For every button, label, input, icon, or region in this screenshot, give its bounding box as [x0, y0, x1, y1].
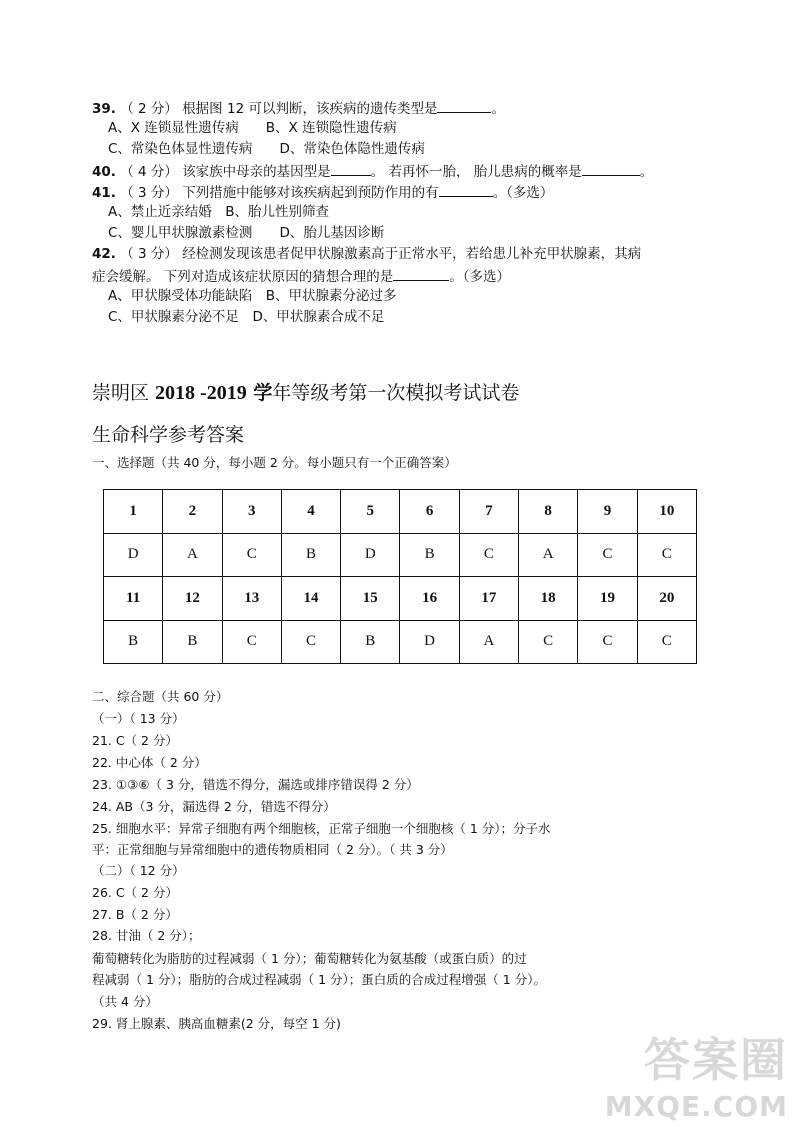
title-years: 2018 -2019	[155, 382, 247, 404]
q39-tail: 。	[491, 101, 505, 117]
answer-cell: D	[104, 533, 163, 577]
q41-options-ab	[108, 203, 329, 221]
section-2-line: （二）（ 12 分）	[92, 863, 185, 878]
question-number-cell: 1	[104, 490, 163, 534]
q40-blank-2	[582, 161, 640, 176]
answer-cell: A	[519, 533, 578, 577]
section-2-line: 程减弱（ 1 分）；脂肪的合成过程减弱（ 1 分）；蛋白质的合成过程增强（ 1 分）。	[92, 972, 546, 987]
question-number-cell: 9	[578, 490, 637, 534]
question-number-cell: 15	[341, 577, 400, 621]
q42-number: 42.	[92, 246, 116, 262]
q40-points: （ 4 分）	[120, 164, 178, 180]
question-number-cell: 12	[163, 577, 222, 621]
question-number-cell: 10	[637, 490, 696, 534]
answer-key-title	[92, 378, 519, 405]
q41-blank	[439, 182, 493, 197]
question-number-cell: 19	[578, 577, 637, 621]
q41-stem	[92, 182, 553, 202]
q39-option-a: A、X 连锁显性遗传病	[108, 120, 239, 136]
q39-option-c: C、常染色体显性遗传病	[108, 141, 253, 157]
question-number-cell: 18	[519, 577, 578, 621]
answer-table-answer-row-1	[104, 533, 697, 577]
watermark-url: MXQE.COM	[604, 1090, 788, 1123]
q42-blank	[393, 266, 449, 281]
q39-blank	[437, 98, 491, 113]
title-exam-name: 年等级考第一次模拟考试试卷	[272, 382, 520, 404]
answer-cell: B	[400, 533, 459, 577]
q39-option-d: D、常染色体隐性遗传病	[279, 141, 425, 157]
q42-option-d: D、甲状腺素合成不足	[252, 309, 385, 325]
answer-cell: C	[222, 620, 281, 664]
answer-table-answer-row-2	[104, 620, 697, 664]
q42-options-cd	[108, 308, 384, 326]
answer-cell: C	[578, 533, 637, 577]
q40-stem	[92, 161, 653, 181]
q41-option-b: B、胎儿性别筛查	[225, 204, 330, 220]
question-number-cell: 13	[222, 577, 281, 621]
q41-option-c: C、婴儿甲状腺激素检测	[108, 225, 253, 241]
title-district: 崇明区	[92, 382, 156, 404]
answer-cell: C	[519, 620, 578, 664]
section-2-line: 25. 细胞水平：异常子细胞有两个细胞核，正常子细胞一个细胞核（ 1 分）；分子水	[92, 821, 551, 836]
answer-cell: B	[163, 620, 222, 664]
q41-text: 下列措施中能够对该疾病起到预防作用的有	[182, 185, 439, 201]
q42-option-a: A、甲状腺受体功能缺陷	[108, 288, 253, 304]
answer-cell: C	[281, 620, 340, 664]
q42-options-ab	[108, 287, 397, 305]
answer-cell: C	[222, 533, 281, 577]
answer-cell: C	[637, 620, 696, 664]
q41-options-cd	[108, 224, 384, 242]
question-number-cell: 20	[637, 577, 696, 621]
q39-options-cd	[108, 140, 425, 158]
answer-cell: C	[637, 533, 696, 577]
section-2-line: 24. AB（3 分，漏选得 2 分，错选不得分）	[92, 799, 336, 814]
question-number-cell: 2	[163, 490, 222, 534]
q41-option-a: A、禁止近亲结婚	[108, 204, 212, 220]
answer-key-subtitle: 生命科学参考答案	[92, 424, 245, 446]
question-number-cell: 8	[519, 490, 578, 534]
watermark	[605, 1024, 788, 1123]
answer-table	[103, 489, 697, 664]
q42-option-c: C、甲状腺素分泌不足	[108, 309, 239, 325]
watermark-logo-text: 答案圈	[644, 1033, 788, 1087]
q41-number: 41.	[92, 185, 116, 201]
q40-text-2: 。 若再怀一胎， 胎儿患病的概率是	[370, 164, 582, 180]
answer-cell: C	[459, 533, 518, 577]
q41-points: （ 3 分）	[120, 185, 178, 201]
section-2-line: 26. C（ 2 分）	[92, 885, 178, 900]
q42-text: 经检测发现该患者促甲状腺激素高于正常水平，若给患儿补充甲状腺素，其病	[182, 246, 642, 262]
question-number-cell: 17	[459, 577, 518, 621]
q40-tail: 。	[639, 164, 654, 180]
answer-table-number-row-1	[104, 490, 697, 534]
q41-tail: 。（多选）	[492, 185, 554, 201]
q39-options-ab	[108, 119, 397, 137]
section-2-line: （共 4 分）	[92, 994, 158, 1009]
q39-stem	[92, 98, 505, 118]
question-number-cell: 3	[222, 490, 281, 534]
section-2-line: 28. 甘油（ 2 分）；	[92, 928, 201, 943]
question-number-cell: 7	[459, 490, 518, 534]
q39-text: 根据图 12 可以判断，该疾病的遗传类型是	[182, 101, 438, 117]
answer-cell: B	[104, 620, 163, 664]
question-number-cell: 4	[281, 490, 340, 534]
q42-tail: 。（多选）	[449, 269, 511, 285]
question-number-cell: 14	[281, 577, 340, 621]
question-number-cell: 11	[104, 577, 163, 621]
section-2-line: 葡萄糖转化为脂肪的过程减弱（ 1 分）；葡萄糖转化为氨基酸（或蛋白质）的过	[92, 951, 527, 966]
answer-table-number-row-2	[104, 577, 697, 621]
question-number-cell: 5	[341, 490, 400, 534]
q40-number: 40.	[92, 164, 116, 180]
answer-cell: A	[459, 620, 518, 664]
section-2-line: （一）（ 13 分）	[92, 711, 185, 726]
section-2-line: 21. C（ 2 分）	[92, 733, 178, 748]
section-2-line: 29. 肾上腺素、胰高血糖素(2 分，每空 1 分)	[92, 1016, 341, 1031]
q39-number: 39.	[92, 101, 116, 117]
q42-points: （ 3 分）	[120, 246, 178, 262]
section-2-line: 二、综合题（共 60 分）	[92, 689, 229, 704]
q42-option-b: B、甲状腺素分泌过多	[265, 288, 397, 304]
title-xue: 学	[246, 382, 273, 404]
answer-cell: A	[163, 533, 222, 577]
q40-blank-1	[331, 161, 371, 176]
answer-cell: C	[578, 620, 637, 664]
answer-cell: B	[341, 620, 400, 664]
section-2-line: 27. B（ 2 分）	[92, 907, 178, 922]
q39-option-b: B、X 连锁隐性遗传病	[265, 120, 397, 136]
q42-stem	[92, 245, 641, 263]
question-number-cell: 6	[400, 490, 459, 534]
q39-points: （ 2 分）	[120, 101, 178, 117]
section-2-line: 23. ①③⑥（ 3 分，错选不得分，漏选或排序错误得 2 分）	[92, 777, 419, 792]
section-2-line: 22. 中心体（ 2 分）	[92, 755, 207, 770]
answer-cell: B	[281, 533, 340, 577]
answer-cell: D	[400, 620, 459, 664]
q42-text-2: 症会缓解。 下列对造成该症状原因的猜想合理的是	[92, 269, 394, 285]
section-1-heading: 一、选择题（共 40 分，每小题 2 分。每小题只有一个正确答案）	[92, 455, 457, 470]
q41-option-d: D、胎儿基因诊断	[279, 225, 385, 241]
q42-stem-line2	[92, 266, 510, 286]
answer-cell: D	[341, 533, 400, 577]
section-2-line: 平：正常细胞与异常细胞中的遗传物质相同（ 2 分）。（ 共 3 分）	[92, 842, 453, 857]
q40-text-1: 该家族中母亲的基因型是	[182, 164, 331, 180]
question-number-cell: 16	[400, 577, 459, 621]
